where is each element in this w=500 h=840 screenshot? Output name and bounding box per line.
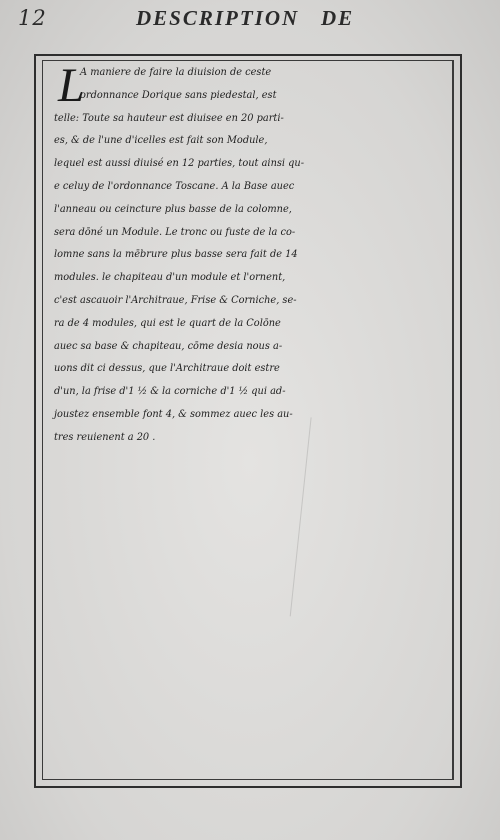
text-line: es, & de l'une d'icelles est fait son Module,: [54, 135, 268, 147]
running-head: DESCRIPTION DE: [136, 6, 355, 30]
text-line: ra de 4 modules, qui est le quart de la Colōne: [54, 317, 281, 329]
text-line: uons dit ci dessus, que l'Architraue doit estre: [54, 363, 280, 375]
text-line: sera dōné un Module. Le tronc ou fuste de la co-: [54, 226, 296, 238]
text-line: telle: Toute sa hauteur est diuisee en 20 parti-: [54, 112, 284, 124]
text-line: lequel est aussi diuisé en 12 parties, tout ainsi qu-: [54, 158, 305, 170]
text-line: d'un, la frise d'1 ½ & la corniche d'1 ½ qui ad-: [54, 386, 286, 398]
text-line: ordonnance Dorique sans piedestal, est: [80, 89, 277, 101]
text-line: modules. le chapiteau d'un module et l'ornent,: [54, 272, 286, 284]
text-line: tres reuienent a 20 .: [54, 431, 156, 443]
page-header: [0, 4, 500, 36]
text-line: lomne sans la mēbrure plus basse sera fait de 14: [54, 249, 298, 261]
page-number: 12: [18, 6, 47, 30]
text-line: c'est ascauoir l'Architraue, Frise & Corniche, se-: [54, 294, 297, 306]
body-text: [54, 59, 454, 450]
text-line: l'anneau ou ceincture plus basse de la colomne,: [54, 203, 292, 215]
text-line: e celuy de l'ordonnance Toscane. A la Base auec: [54, 180, 295, 192]
drop-cap-initial: L: [58, 59, 85, 112]
text-line: auec sa base & chapiteau, cōme desia nous a-: [54, 340, 283, 352]
text-line: A maniere de faire la diuision de ceste: [80, 67, 272, 78]
text-line: joustez ensemble font 4, & sommez auec les au-: [54, 408, 293, 420]
